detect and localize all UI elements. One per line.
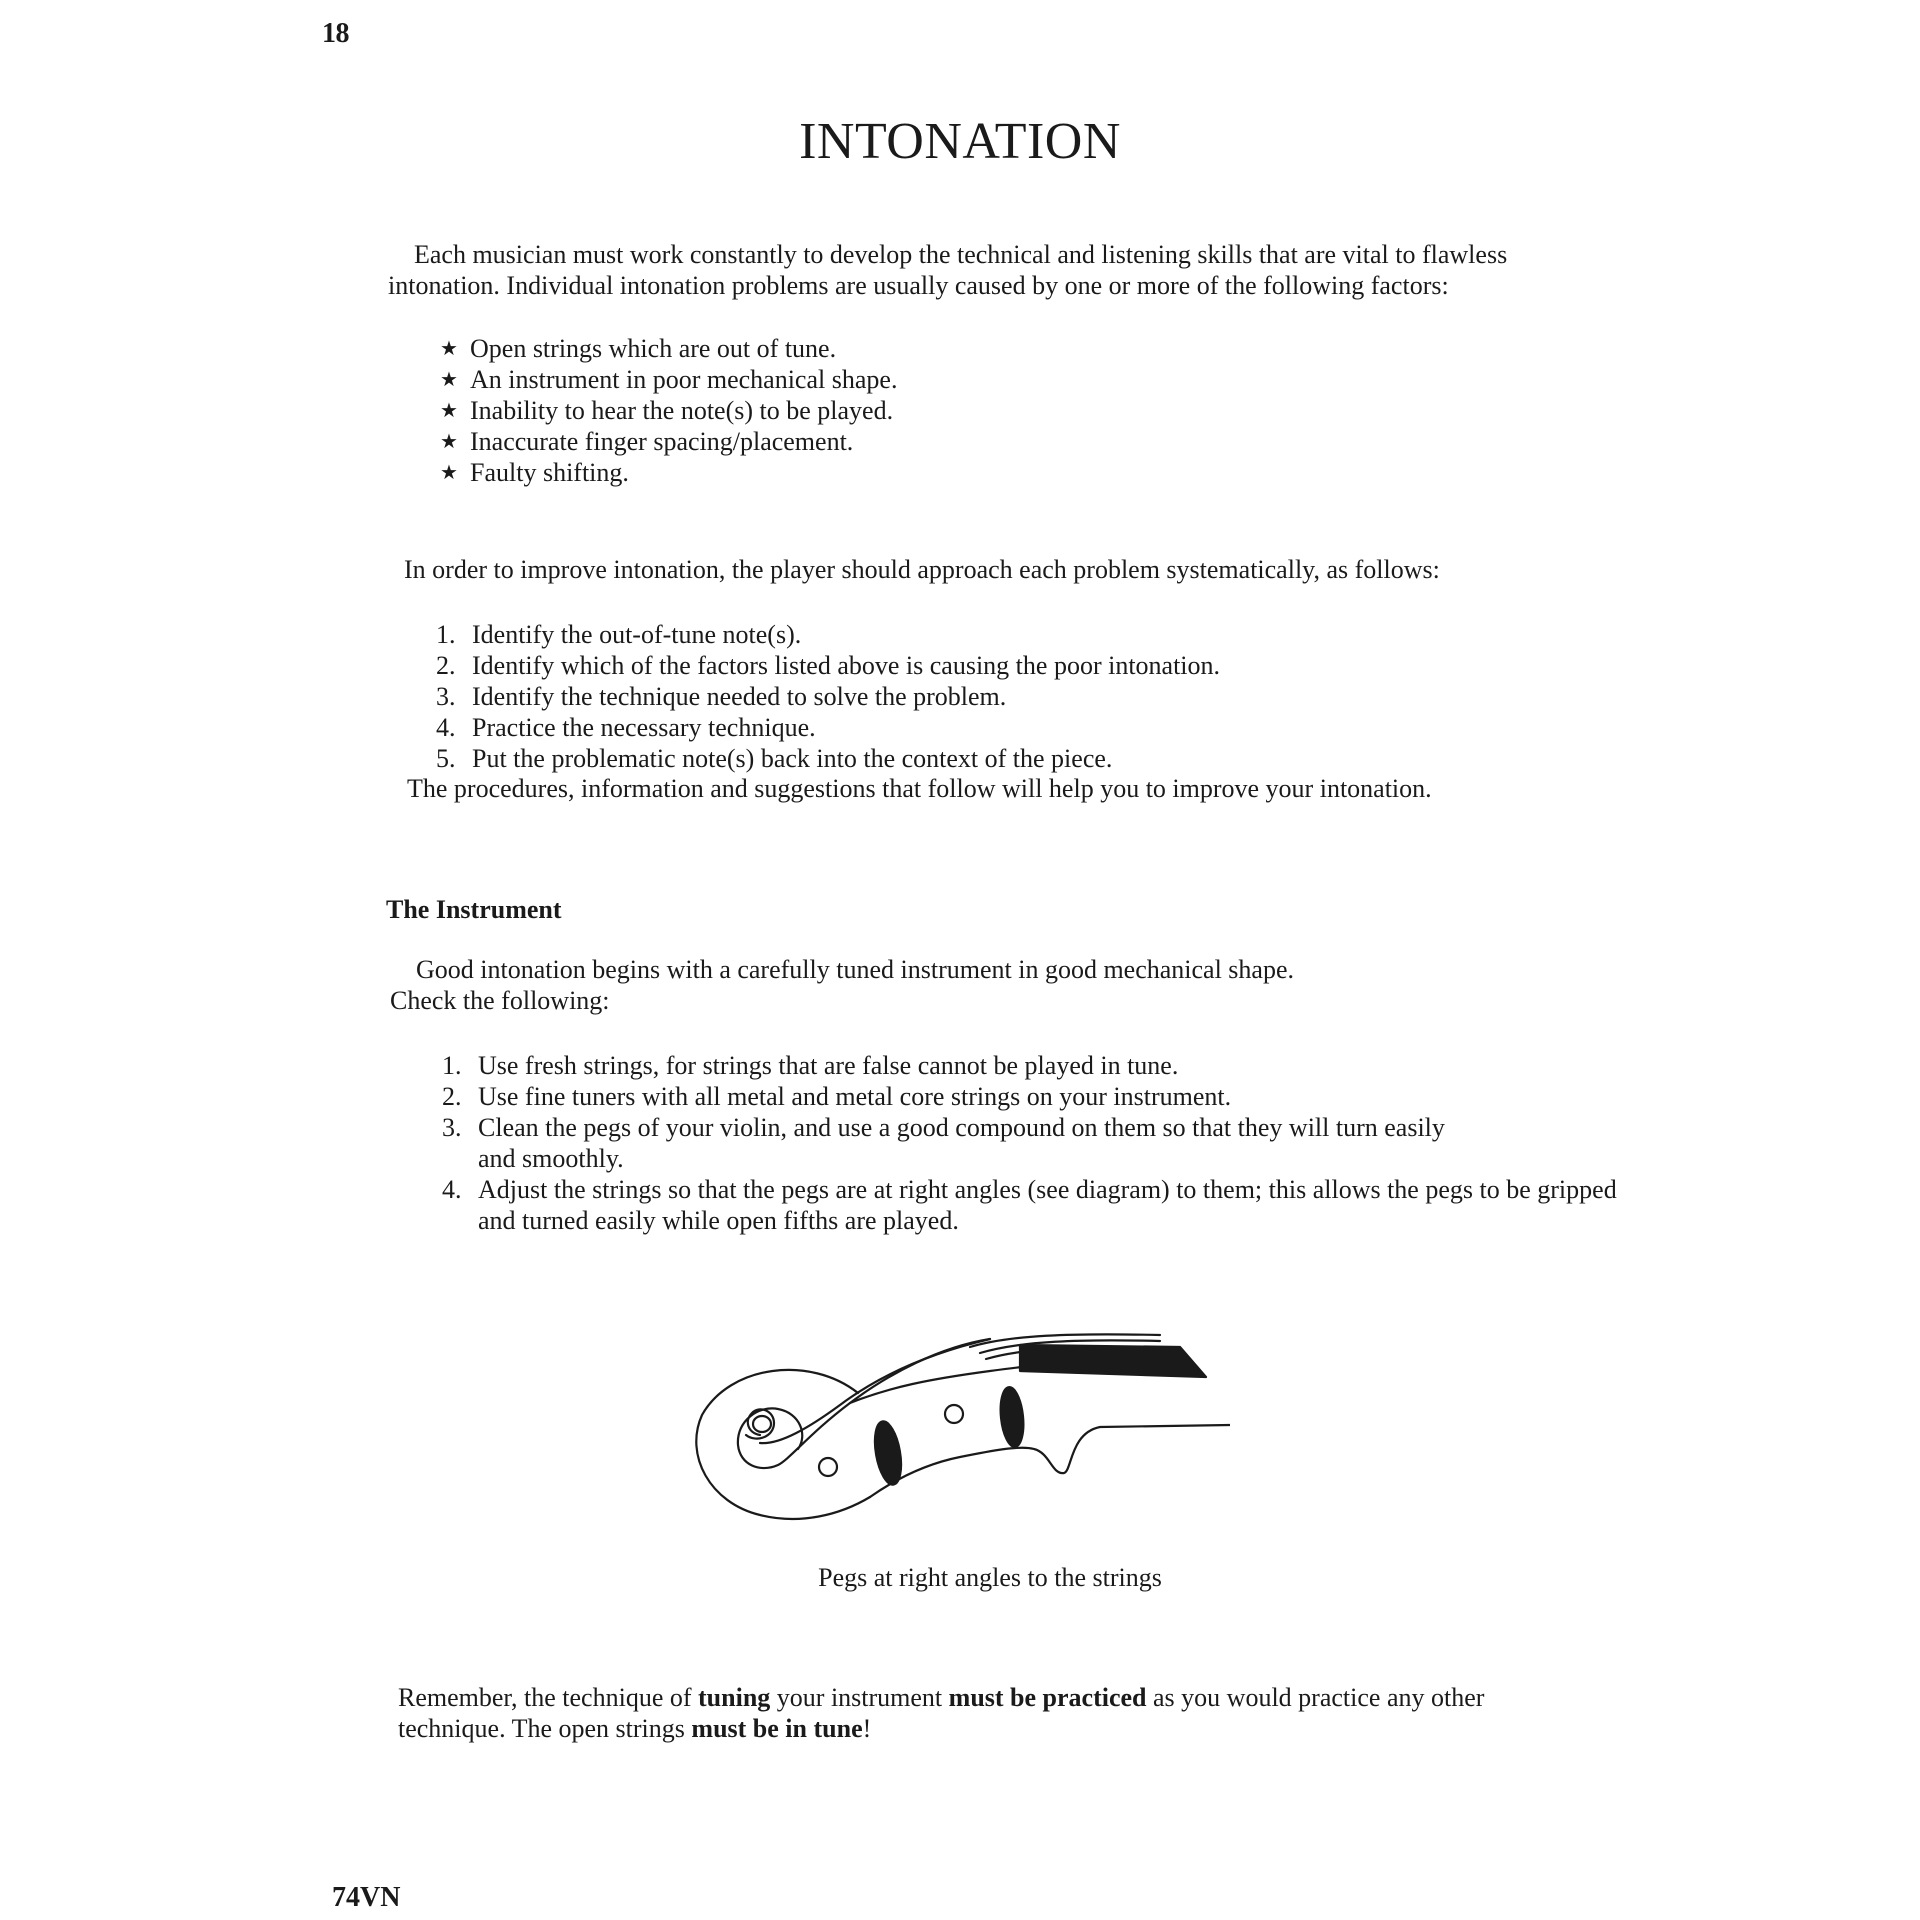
- step-number: 1.: [436, 620, 456, 649]
- remember-text: as you would practice any other technique. The open strings: [398, 1683, 1485, 1743]
- peg-hole-icon: [819, 1458, 837, 1476]
- list-item: [436, 650, 1220, 681]
- instrument-line-2: Check the following:: [390, 986, 610, 1015]
- list-item: [440, 457, 897, 488]
- list-item: [442, 1174, 1622, 1236]
- item-number: 3.: [442, 1113, 462, 1142]
- step-number: 3.: [436, 682, 456, 711]
- scroll-outline: [738, 1339, 990, 1468]
- peg-hole-icon: [945, 1405, 963, 1423]
- remember-text: your instrument: [770, 1683, 949, 1712]
- peg-icon: [871, 1419, 906, 1486]
- page-title: INTONATION: [799, 113, 1121, 170]
- item-number: 2.: [442, 1082, 462, 1111]
- diagram-caption: Pegs at right angles to the strings: [818, 1563, 1162, 1592]
- factor-text: Inability to hear the note(s) to be played.: [470, 396, 894, 425]
- list-item: [440, 426, 897, 457]
- step-text: Practice the necessary technique.: [472, 713, 816, 742]
- factor-text: Faulty shifting.: [470, 458, 629, 487]
- remember-bold-practiced: must be practiced: [948, 1683, 1147, 1712]
- fingerboard: [1020, 1345, 1206, 1377]
- scroll-spiral-inner: [746, 1409, 774, 1438]
- factors-list: [440, 333, 897, 488]
- remember-text: !: [862, 1714, 872, 1743]
- item-text: Adjust the strings so that the pegs are at right angles (see diagram) to them; this allows the pegs to be gripped and turned easily while open fifths are played.: [478, 1175, 1617, 1235]
- remember-text: Remember, the technique of: [398, 1683, 699, 1712]
- step-text: Identify which of the factors listed above is causing the poor intonation.: [472, 651, 1221, 680]
- item-text: Clean the pegs of your violin, and use a good compound on them so that they will turn easily and smoothly.: [478, 1113, 1445, 1173]
- list-item: [440, 395, 897, 426]
- star-bullet-icon: ★: [440, 338, 458, 360]
- star-bullet-icon: ★: [440, 462, 458, 484]
- scroll-outer-curve: [760, 1339, 990, 1443]
- list-item: [436, 619, 1220, 650]
- violin-scroll-diagram: [690, 1325, 1230, 1525]
- item-number: 4.: [442, 1175, 462, 1204]
- remember-bold-in-tune: must be in tune: [691, 1714, 863, 1743]
- list-item: [442, 1050, 1622, 1081]
- page-number: 18: [322, 18, 349, 49]
- star-bullet-icon: ★: [440, 400, 458, 422]
- step-text: Identify the out-of-tune note(s).: [472, 620, 802, 649]
- intro-line-1: Each musician must work constantly to develop the technical and listening skills that are vital to flawless: [414, 240, 1508, 269]
- improve-paragraph: In order to improve intonation, the player should approach each problem systematically, as follows:: [404, 555, 1440, 584]
- footer-code: 74VN: [332, 1882, 401, 1913]
- scroll-eye: [753, 1416, 771, 1432]
- step-text: Identify the technique needed to solve the problem.: [472, 682, 1007, 711]
- item-text: Use fresh strings, for strings that are false cannot be played in tune.: [478, 1051, 1179, 1080]
- item-number: 1.: [442, 1051, 462, 1080]
- factor-text: Inaccurate finger spacing/placement.: [470, 427, 854, 456]
- list-item: [442, 1081, 1622, 1112]
- step-number: 5.: [436, 744, 456, 773]
- remember-bold-tuning: tuning: [698, 1683, 771, 1712]
- intro-line-2: intonation. Individual intonation problems are usually caused by one or more of the following factors:: [388, 271, 1449, 300]
- step-number: 4.: [436, 713, 456, 742]
- factor-text: Open strings which are out of tune.: [470, 334, 837, 363]
- step-text: Put the problematic note(s) back into the context of the piece.: [472, 744, 1113, 773]
- intro-paragraph: [388, 239, 1598, 301]
- list-item: [442, 1112, 1622, 1174]
- list-item: [436, 712, 1220, 743]
- list-item: [436, 743, 1220, 774]
- section-heading: The Instrument: [386, 895, 562, 924]
- instrument-paragraph: [390, 954, 1490, 1016]
- factor-text: An instrument in poor mechanical shape.: [470, 365, 898, 394]
- steps-list: [436, 619, 1220, 774]
- follow-paragraph: The procedures, information and suggestions that follow will help you to improve your intonation.: [407, 774, 1432, 803]
- list-item: [436, 681, 1220, 712]
- pegbox-lower: [870, 1425, 1230, 1497]
- star-bullet-icon: ★: [440, 431, 458, 453]
- checklist: [442, 1050, 1622, 1236]
- item-text: Use fine tuners with all metal and metal core strings on your instrument.: [478, 1082, 1232, 1111]
- step-number: 2.: [436, 651, 456, 680]
- star-bullet-icon: ★: [440, 369, 458, 391]
- list-item: [440, 364, 897, 395]
- peg-icon: [998, 1386, 1026, 1448]
- remember-paragraph: [398, 1682, 1598, 1744]
- scroll-back: [696, 1370, 870, 1519]
- instrument-line-1: Good intonation begins with a carefully tuned instrument in good mechanical shape.: [416, 955, 1295, 984]
- list-item: [440, 333, 897, 364]
